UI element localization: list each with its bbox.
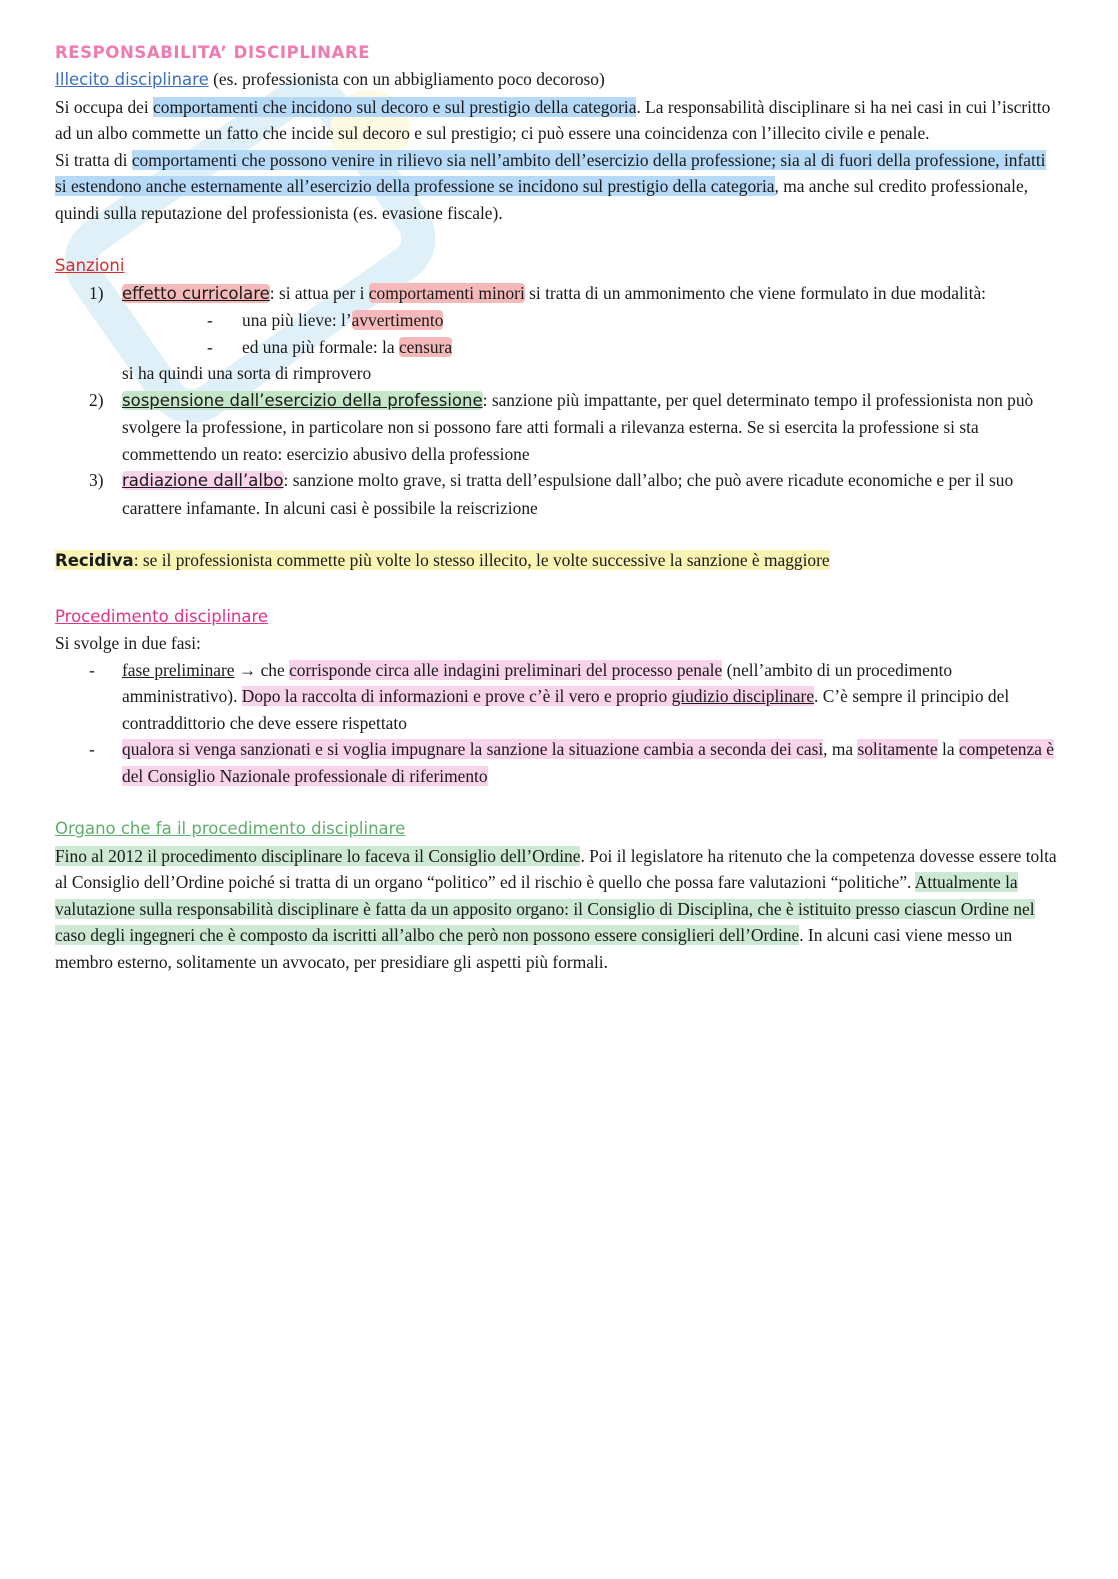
highlight-green: Fino al 2012 il procedimento disciplinare lo faceva il Consiglio dell’Ordine — [55, 845, 581, 866]
highlight-red: avvertimento — [351, 310, 444, 330]
page-title: RESPONSABILITA’ DISCIPLINARE — [55, 43, 371, 62]
text-run: si tratta di un ammonimento che viene formulato in due modalità: — [524, 282, 987, 303]
illecito-paragraph-1 — [55, 94, 1060, 147]
list-item — [55, 334, 1060, 361]
sanzioni-heading-line — [55, 252, 1060, 280]
text-run: la — [937, 739, 959, 759]
sanction-label-curricolare: effetto curricolare — [122, 283, 270, 303]
illecito-heading: Illecito disciplinare — [55, 70, 209, 89]
highlight-pink: qualora si venga sanzionati e si voglia impugnare la sanzione la situazione cambia a seconda dei casi — [122, 739, 824, 759]
illecito-heading-line — [55, 66, 1060, 94]
text-run: , ma — [823, 739, 858, 759]
text-run: : sanzione molto grave, si tratta dell’espulsione dall’albo; che può avere ricadute economiche e per il suo carattere infamante. In alcuni casi è possibile la reiscrizione — [122, 470, 1014, 518]
highlight-pink: corrisponde circa alle indagini preliminari del processo penale — [289, 659, 723, 680]
procedimento-intro: Si svolge in due fasi: — [55, 633, 201, 653]
highlight-pink — [242, 686, 814, 706]
illecito-heading-note: (es. professionista con un abbigliamento poco decoroso) — [208, 69, 605, 89]
highlight-pink: solitamente — [857, 739, 938, 759]
list-item — [55, 467, 1060, 521]
text-run: . Poi il legislatore ha ritenuto che la competenza dovesse essere tolta al Consiglio dell’Ordine poiché si tratta di un organo “politico” ed il rischio è quello che possa fare valutazioni “politiche”. — [55, 845, 1057, 892]
highlight-red: comportamenti minori — [368, 282, 525, 303]
item1-conclusion: si ha quindi una sorta di rimprovero — [122, 363, 372, 383]
giudizio-disciplinare-label: giudizio disciplinare — [671, 686, 815, 706]
list-item — [55, 280, 1060, 308]
item-number: 1) — [89, 282, 104, 303]
illecito-paragraph-2 — [55, 147, 1060, 227]
sanzioni-heading: Sanzioni — [55, 256, 125, 275]
procedimento-heading-line — [55, 603, 1060, 631]
dash-bullet: - — [207, 310, 213, 330]
item-number: 3) — [89, 470, 104, 490]
item-number: 2) — [89, 389, 104, 410]
dash-bullet: - — [207, 336, 213, 357]
text-run: . C’è sempre il principio del contraddittorio che deve essere rispettato — [122, 686, 1010, 733]
text-run: : se il professionista commette più volte lo stesso illecito, le volte successive la sanzione è maggiore — [133, 550, 830, 570]
recidiva-label: Recidiva — [55, 551, 134, 570]
list-item — [55, 657, 1060, 737]
text-run: : si attua per i — [269, 282, 369, 303]
text-run: Si occupa dei — [55, 96, 154, 117]
highlight-green: Attualmente la valutazione sulla responsabilità disciplinare è fatta da un apposito organo: il Consiglio di Disciplina, che è istituito presso ciascun Ordine nel caso degli ingegneri che è composto da iscritti all’albo che però non possono essere consiglieri dell’Ordine — [55, 872, 1035, 945]
sanction-label-radiazione: radiazione dall’albo — [122, 471, 284, 490]
organo-paragraph — [55, 843, 1060, 976]
list-item — [55, 736, 1060, 789]
text-run: Si tratta di — [55, 149, 132, 170]
list-item — [55, 387, 1060, 468]
fase-preliminare-label: fase preliminare — [122, 659, 235, 680]
highlight-pink: competenza è del Consiglio Nazionale professionale di riferimento — [122, 739, 1054, 786]
highlight-blue: comportamenti che incidono sul decoro e sul prestigio della categoria — [153, 96, 637, 117]
text-run: . In alcuni casi viene messo un membro esterno, solitamente un avvocato, per presidiare gli aspetti più formali. — [55, 925, 1013, 972]
dash-bullet: - — [89, 659, 95, 680]
highlight-blue: comportamenti che possono venire in rilievo sia nell’ambito dell’esercizio della professione; sia al di fuori della professione, infatti si estendono anche esternamente all’esercizio della professione se incidono sul prestigio della categoria — [55, 149, 1046, 196]
text-run: ed una più formale: la — [242, 336, 399, 357]
text-run: (nell’ambito di un procedimento amministrativo). — [122, 659, 953, 706]
sanction-label-sospensione: sospensione dall’esercizio della professione — [122, 390, 483, 410]
recidiva-line — [55, 550, 830, 570]
dash-bullet: - — [89, 739, 95, 759]
text-run: : sanzione più impattante, per quel determinato tempo il professionista non può svolgere la professione, in particolare non si possono fare atti formali a rilevanza esterna. Se si esercita la professione si sta commettendo un reato: esercizio abusivo della professione — [122, 389, 1034, 464]
text-run: una più lieve: l’ — [242, 310, 352, 330]
organo-heading-line — [55, 815, 1060, 843]
organo-heading: Organo che fa il procedimento disciplinare — [55, 819, 406, 838]
text-run: . La responsabilità disciplinare si ha nei casi in cui l’iscritto ad un albo commette un fatto che incide sul decoro e sul prestigio; ci può essere una coincidenza con l’illecito civile e penale. — [55, 96, 1051, 143]
highlight-red: censura — [398, 336, 453, 357]
text-run: Dopo la raccolta di informazioni e prove c’è il vero e proprio — [241, 686, 672, 706]
text-run: → che — [234, 659, 290, 680]
procedimento-heading: Procedimento disciplinare — [55, 606, 269, 626]
list-item — [55, 307, 1060, 334]
text-run: , ma anche sul credito professionale, quindi sulla reputazione del professionista (es. evasione fiscale). — [55, 176, 1029, 223]
document-page — [55, 40, 1060, 975]
